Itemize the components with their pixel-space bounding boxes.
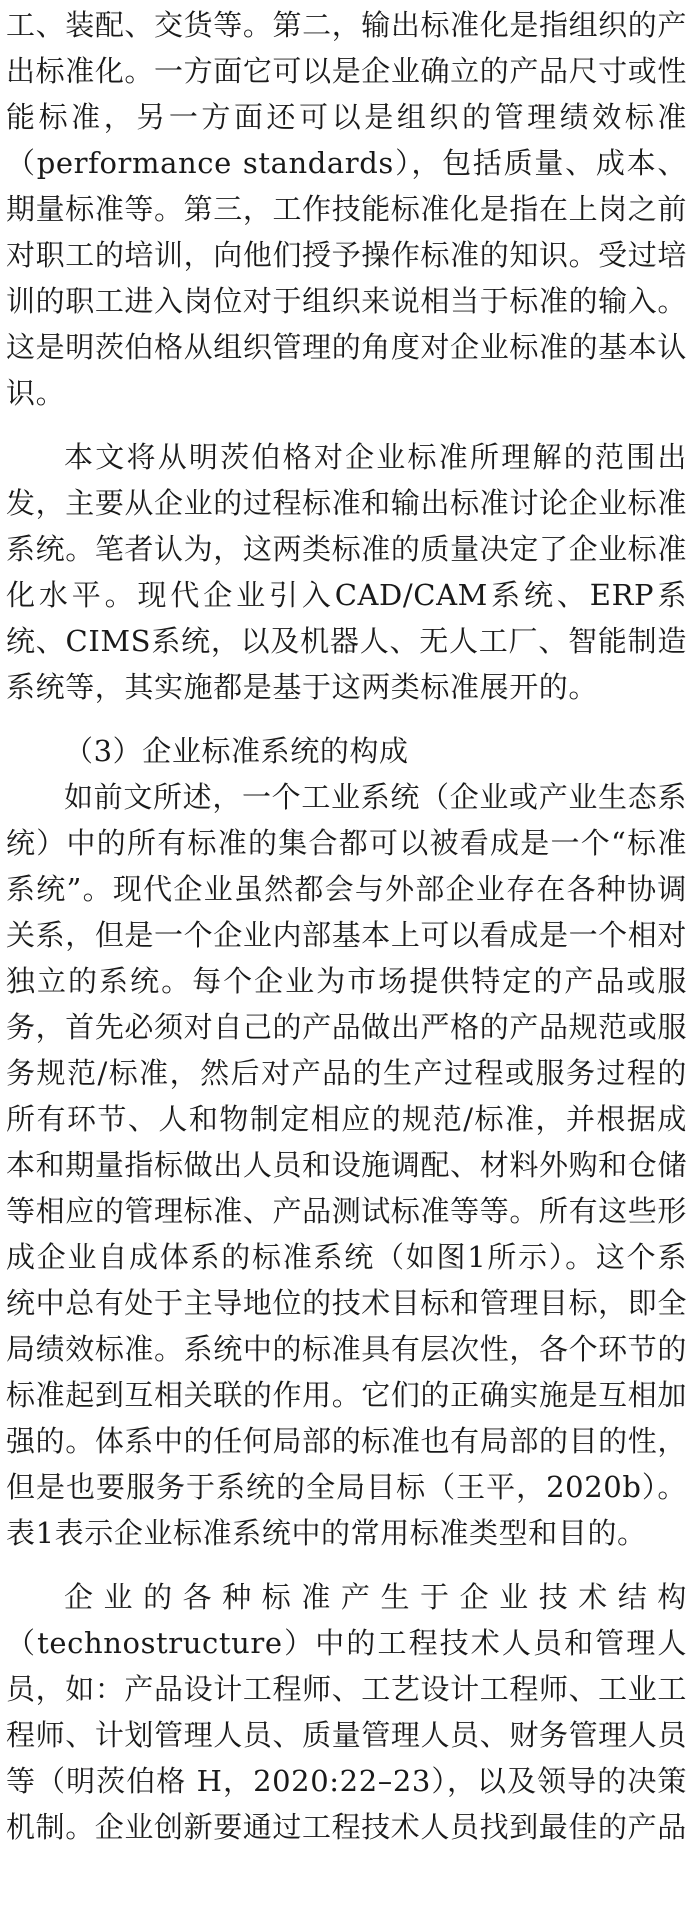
paragraph-standard-origins: 企业的各种标准产生于企业技术结构（technostructure）中的工程技术人员和管理人员，如：产品设计工程师、工艺设计工程师、工业工程师、计划管理人员、质量管理人员、财务管理人员等（明茨伯格 H，2020:22–23），以及领导的决策机制。企业创新要通过工程技术人员找到最佳的产品 [6,1580,687,1844]
section-heading: （3）企业标准系统的构成 [64,734,409,768]
paragraph-standard-system-composition: 如前文所述，一个工业系统（企业或产业生态系统）中的所有标准的集合都可以被看成是一个“标准系统”。现代企业虽然都会与外部企业存在各种协调关系，但是一个企业内部基本上可以看成是一个相对独立的系统。每个企业为市场提供特定的产品或服务，首先必须对自己的产品做出严格的产品规范或服务规范/标准，然后对产品的生产过程或服务过程的所有环节、人和物制定相应的规范/标准，并根据成本和期量指标做出人员和设施调配、材料外购和仓储等相应的管理标准、产品测试标准等等。所有这些形成企业自成体系的标准系统（如图1所示）。这个系统中总有处于主导地位的技术目标和管理目标，即全局绩效标准。系统中的标准具有层次性，各个环节的标准起到互相关联的作用。它们的正确实施是互相加强的。体系中的任何局部的标准也有局部的目的性，但是也要服务于系统的全局目标（王平，2020b）。表1表示企业标准系统中的常用标准类型和目的。 [6,780,687,1550]
paragraph-standardization-types: 工、装配、交货等。第二，输出标准化是指组织的产出标准化。一方面它可以是企业确立的产品尺寸或性能标准，另一方面还可以是组织的管理绩效标准（performance standards），包括质量、成本、期量标准等。第三，工作技能标准化是指在上岗之前对职工的培训，向他们授予操作标准的知识。受过培训的职工进入岗位对于组织来说相当于标准的输入。这是明茨伯格从组织管理的角度对企业标准的基本认识。 [6,8,687,410]
paragraph-article-scope: 本文将从明茨伯格对企业标准所理解的范围出发，主要从企业的过程标准和输出标准讨论企业标准系统。笔者认为，这两类标准的质量决定了企业标准化水平。现代企业引入CAD/CAM系统、ERP系统、CIMS系统，以及机器人、无人工厂、智能制造系统等，其实施都是基于这两类标准展开的。 [6,440,687,704]
